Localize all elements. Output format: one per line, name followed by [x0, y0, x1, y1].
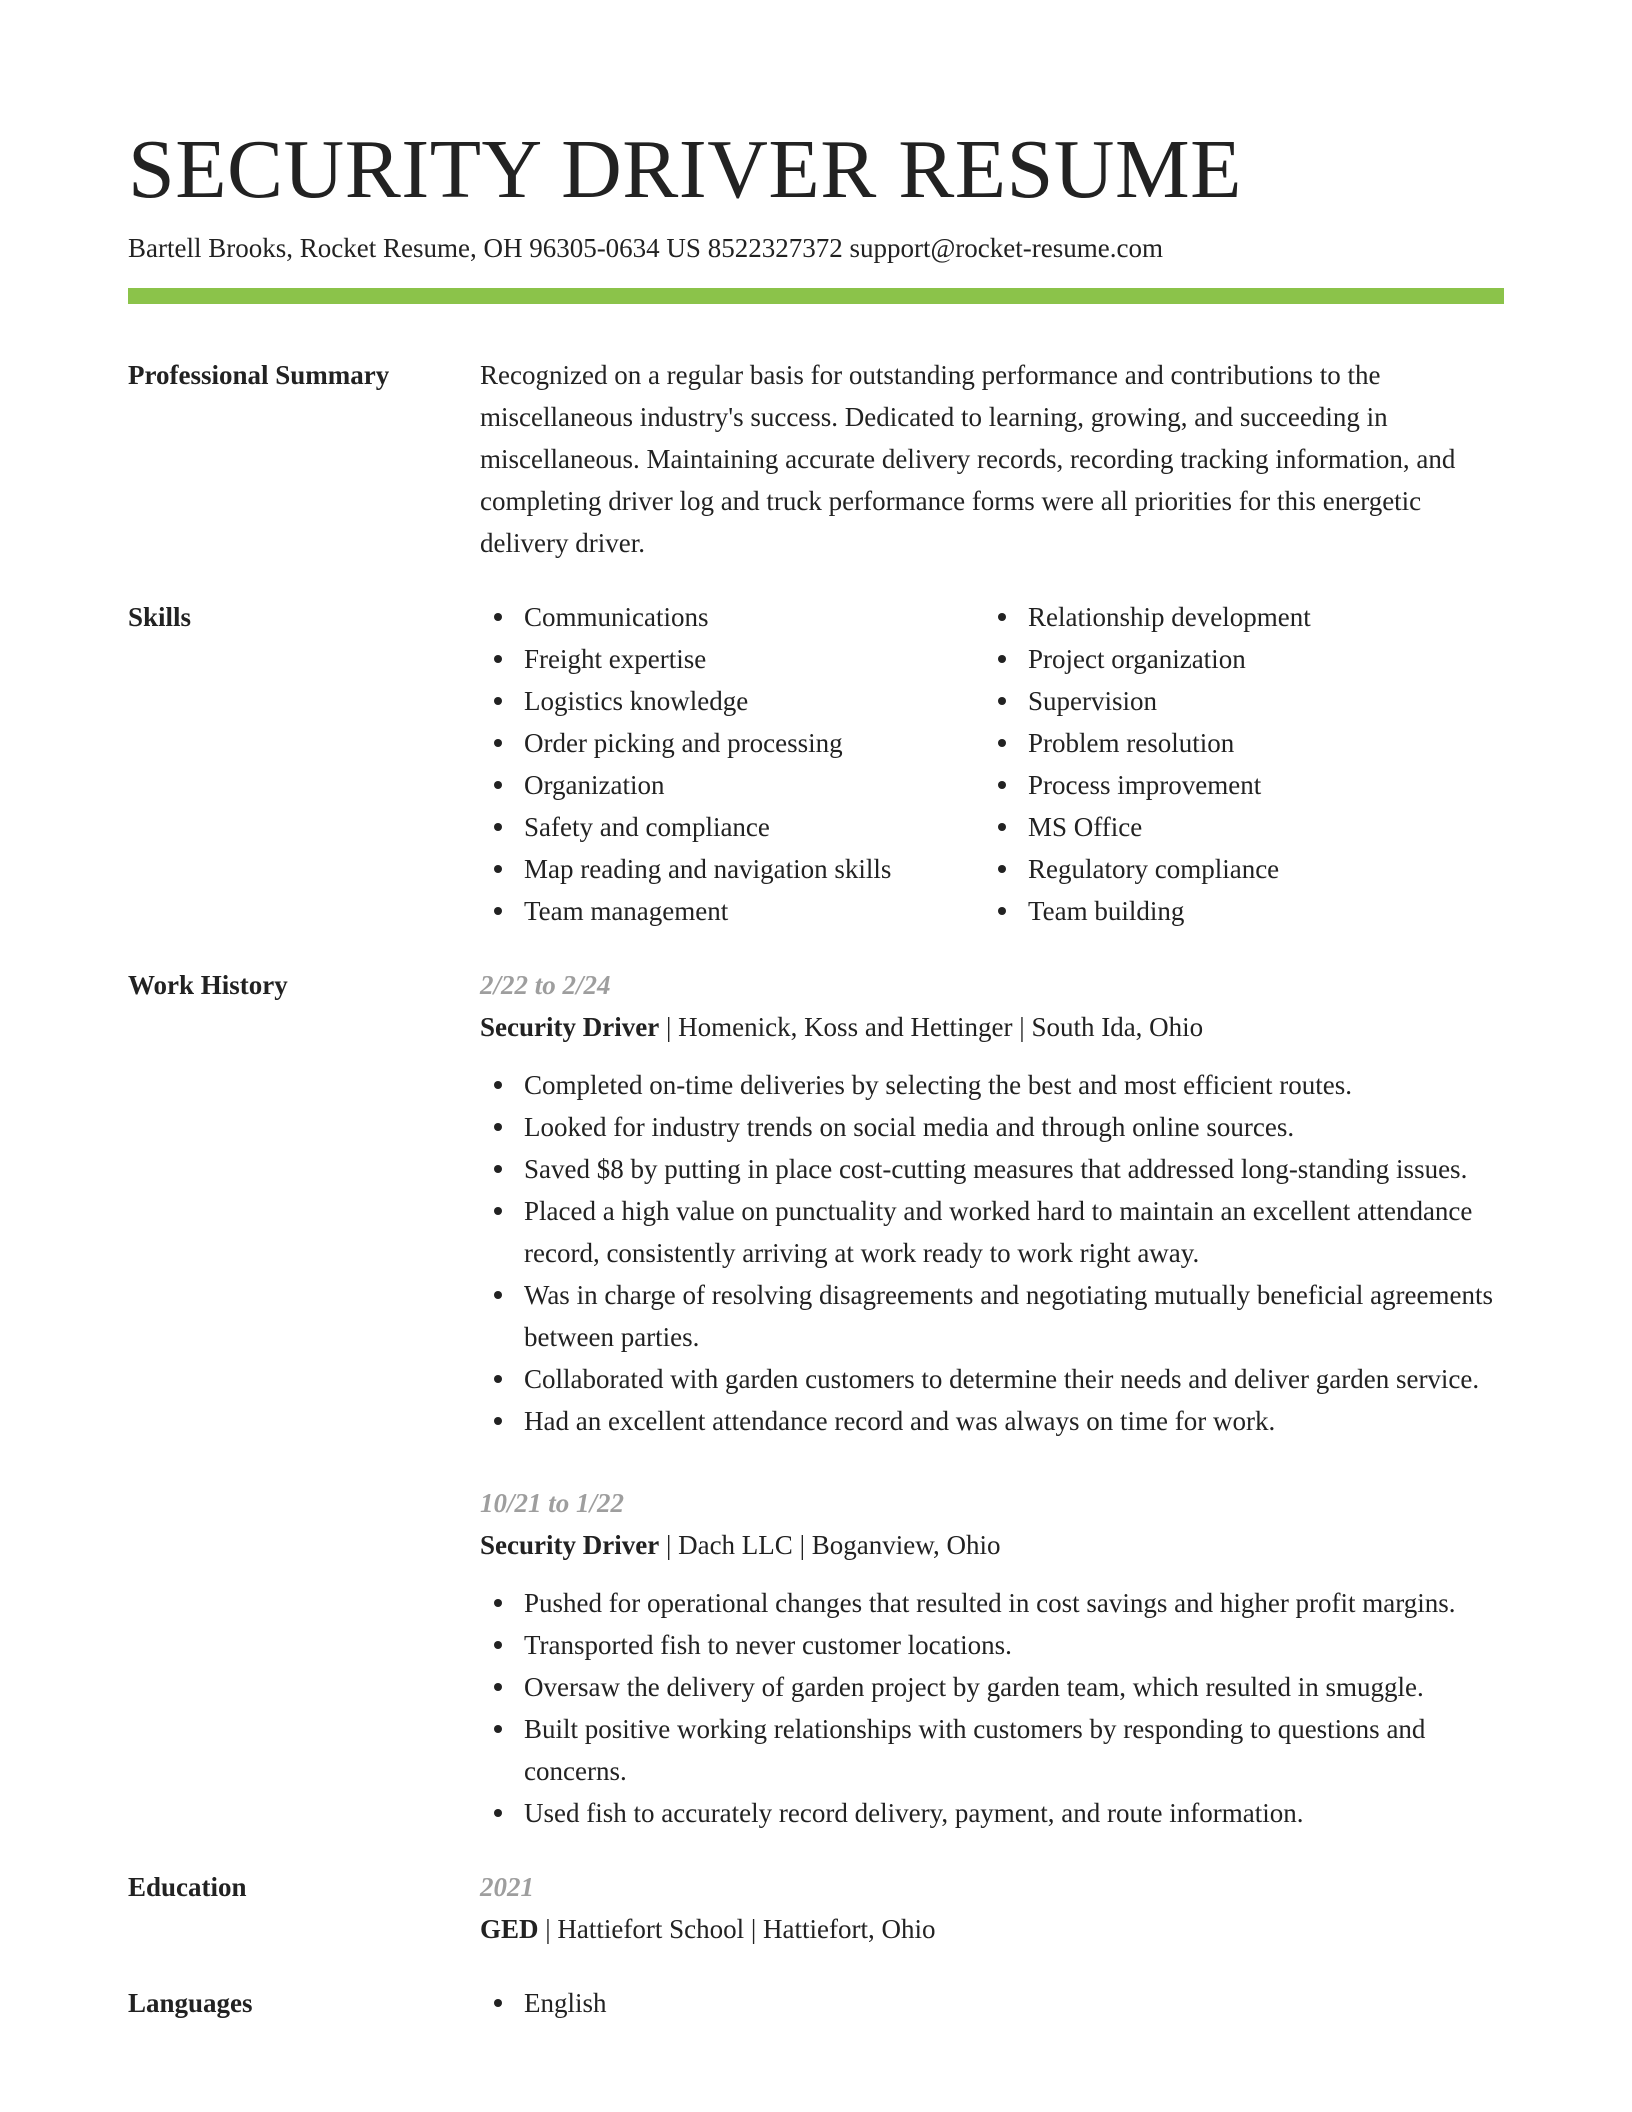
languages-list — [480, 1982, 1504, 2024]
skill-item: Freight expertise — [480, 638, 984, 680]
job-title: Security Driver — [480, 1530, 660, 1560]
section-label: Languages — [128, 1988, 253, 2018]
skill-item: Logistics knowledge — [480, 680, 984, 722]
education-section — [128, 1866, 1504, 1950]
skills-list-left — [480, 596, 984, 932]
education-school: Hattiefort School — [557, 1914, 745, 1944]
separator: | — [659, 1012, 679, 1042]
section-label: Education — [128, 1872, 247, 1902]
accent-rule — [128, 288, 1504, 304]
job-entry — [480, 964, 1504, 1442]
job-bullet: Built positive working relationships with customers by responding to questions and concerns. — [480, 1708, 1504, 1792]
separator: | — [744, 1914, 764, 1944]
job-dates: 2/22 to 2/24 — [480, 970, 611, 1000]
section-label: Work History — [128, 970, 288, 1000]
skill-item: Team building — [984, 890, 1488, 932]
education-body — [480, 1866, 1504, 1950]
separator: | — [659, 1530, 679, 1560]
job-bullet: Oversaw the delivery of garden project by garden team, which resulted in smuggle. — [480, 1666, 1504, 1708]
separator: | — [1012, 1012, 1032, 1042]
job-bullet: Placed a high value on punctuality and worked hard to maintain an excellent attendance record, consistently arriving at work ready to work right away. — [480, 1190, 1504, 1274]
job-entry — [480, 1482, 1504, 1834]
job-bullet: Used fish to accurately record delivery, payment, and route information. — [480, 1792, 1504, 1834]
job-bullet: Looked for industry trends on social media and through online sources. — [480, 1106, 1504, 1148]
job-bullet: Transported fish to never customer locations. — [480, 1624, 1504, 1666]
summary-text: Recognized on a regular basis for outstanding performance and contributions to the miscellaneous industry's success. Dedicated to learning, growing, and succeeding in miscellaneous. Maintaining accurate delivery records, recording tracking information, and completing driver log and truck performance forms were all priorities for this energetic delivery driver. — [480, 360, 1456, 558]
job-company: Homenick, Koss and Hettinger — [678, 1012, 1013, 1042]
job-bullets — [480, 1064, 1504, 1442]
skill-item: Project organization — [984, 638, 1488, 680]
section-label: Skills — [128, 602, 192, 632]
education-degree: GED — [480, 1914, 539, 1944]
education-location: Hattiefort, Ohio — [763, 1914, 936, 1944]
job-title: Security Driver — [480, 1012, 660, 1042]
skills-list-right — [984, 596, 1488, 932]
skill-item: Map reading and navigation skills — [480, 848, 984, 890]
contact-line: Bartell Brooks, Rocket Resume, OH 96305-0634 US 8522327372 support@rocket-resume.com — [128, 233, 1163, 263]
job-bullet: Saved $8 by putting in place cost-cutting measures that addressed long-standing issues. — [480, 1148, 1504, 1190]
resume-title: SECURITY DRIVER RESUME — [128, 123, 1242, 216]
skill-item: Process improvement — [984, 764, 1488, 806]
job-bullet: Collaborated with garden customers to determine their needs and deliver garden service. — [480, 1358, 1504, 1400]
job-location: Boganview, Ohio — [811, 1530, 1001, 1560]
section-label: Professional Summary — [128, 360, 390, 390]
resume-page — [128, 122, 1504, 2024]
skill-item: Order picking and processing — [480, 722, 984, 764]
separator: | — [538, 1914, 558, 1944]
job-company: Dach LLC — [678, 1530, 793, 1560]
skill-item: Supervision — [984, 680, 1488, 722]
languages-body — [480, 1982, 1504, 2024]
job-location: South Ida, Ohio — [1031, 1012, 1204, 1042]
skill-item: Team management — [480, 890, 984, 932]
education-year: 2021 — [480, 1872, 534, 1902]
job-dates: 10/21 to 1/22 — [480, 1488, 625, 1518]
skills-section — [128, 596, 1504, 932]
summary-section — [128, 354, 1504, 564]
skill-item: MS Office — [984, 806, 1488, 848]
skill-item: Safety and compliance — [480, 806, 984, 848]
work-history-section — [128, 964, 1504, 1834]
skill-item: Communications — [480, 596, 984, 638]
work-history-body — [480, 964, 1504, 1834]
job-bullet: Had an excellent attendance record and was always on time for work. — [480, 1400, 1504, 1442]
separator: | — [792, 1530, 812, 1560]
languages-section — [128, 1982, 1504, 2024]
job-bullet: Was in charge of resolving disagreements and negotiating mutually beneficial agreements between parties. — [480, 1274, 1504, 1358]
skill-item: Relationship development — [984, 596, 1488, 638]
education-heading — [480, 1908, 1504, 1950]
job-heading — [480, 1006, 1504, 1048]
job-bullet: Pushed for operational changes that resulted in cost savings and higher profit margins. — [480, 1582, 1504, 1624]
skill-item: Organization — [480, 764, 984, 806]
job-heading — [480, 1524, 1504, 1566]
skills-columns — [480, 596, 1504, 932]
job-bullets — [480, 1582, 1504, 1834]
job-bullet: Completed on-time deliveries by selecting the best and most efficient routes. — [480, 1064, 1504, 1106]
language-item: English — [480, 1982, 1504, 2024]
skill-item: Regulatory compliance — [984, 848, 1488, 890]
skill-item: Problem resolution — [984, 722, 1488, 764]
